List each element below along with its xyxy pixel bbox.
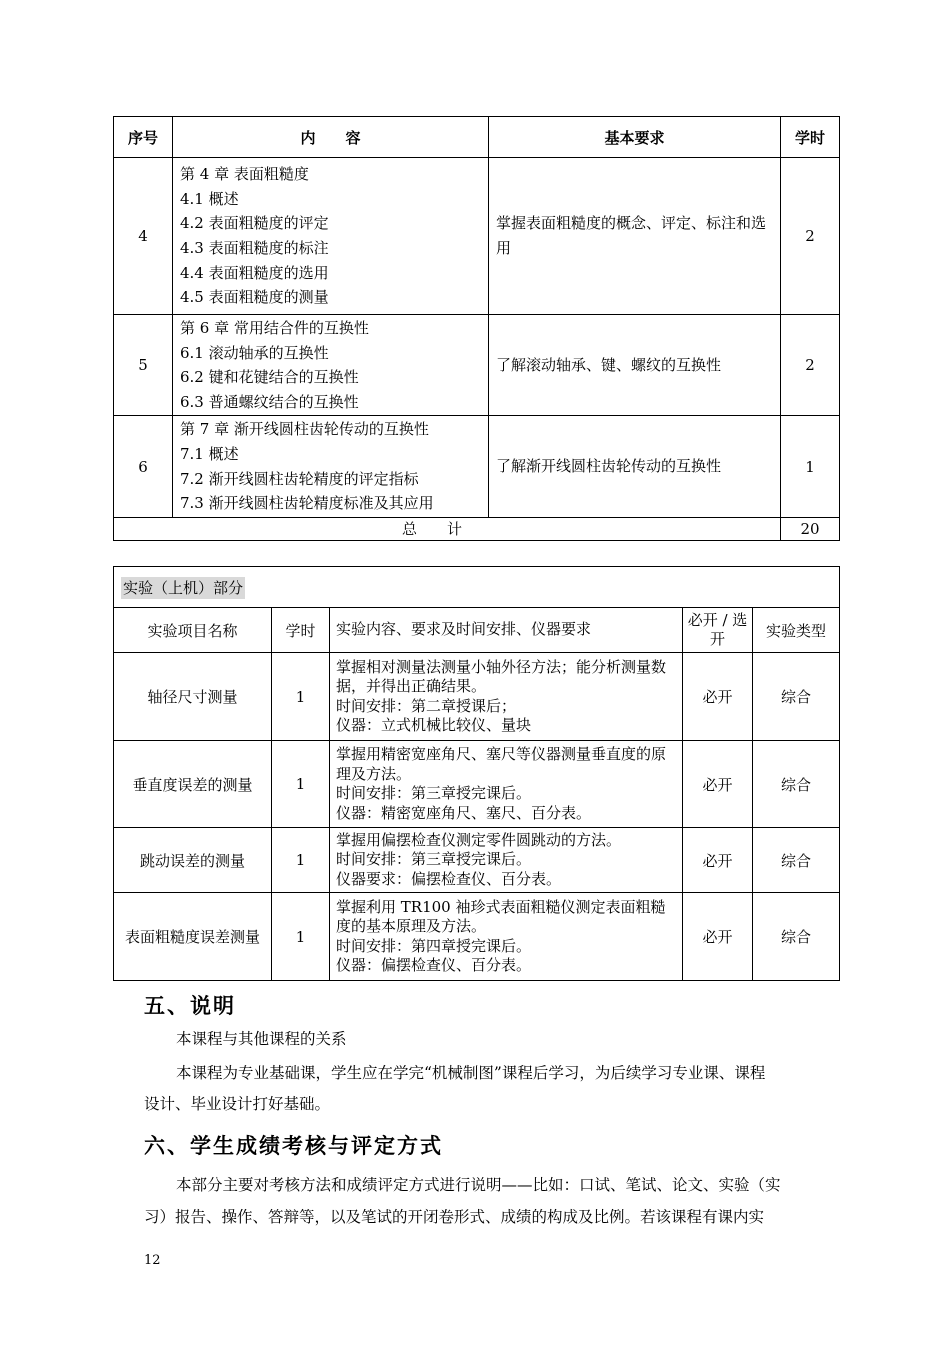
lab-row — [114, 828, 840, 893]
table-row — [114, 315, 840, 416]
section-heading-notes: 五、说明 — [144, 994, 236, 1018]
lab-content — [330, 893, 683, 981]
lab-header-type: 实验类型 — [753, 608, 840, 653]
content-line: 第 7 章 渐开线圆柱齿轮传动的互换性 — [180, 420, 429, 439]
lab-row — [114, 741, 840, 828]
content-line: 第 4 章 表面粗糙度 — [180, 165, 309, 184]
lab-content-line: 时间安排：第三章授完课后。 — [336, 784, 532, 802]
lab-name: 跳动误差的测量 — [114, 828, 272, 893]
row-content — [173, 158, 489, 315]
lab-content-line: 仪器：精密宽座角尺、塞尺、百分表。 — [336, 803, 592, 822]
lab-type: 综合 — [753, 828, 840, 893]
lab-content-line: 时间安排：第二章授课后； — [336, 696, 517, 715]
section-heading-assessment: 六、学生成绩考核与评定方式 — [144, 1134, 443, 1158]
row-requirement: 了解渐开线圆柱齿轮传动的互换性 — [489, 416, 781, 517]
lab-name: 表面粗糙度误差测量 — [114, 893, 272, 981]
content-line: 4.5 表面粗糙度的测量 — [180, 288, 329, 307]
lab-required: 必开 — [683, 653, 753, 741]
header-no: 序号 — [114, 117, 173, 158]
content-line: 6.2 键和花键结合的互换性 — [180, 368, 359, 387]
lab-required: 必开 — [683, 741, 753, 828]
lab-header-content: 实验内容、要求及时间安排、仪器要求 — [330, 608, 683, 653]
lab-required: 必开 — [683, 828, 753, 893]
lab-required: 必开 — [683, 893, 753, 981]
lab-content-line: 掌握用精密宽座角尺、塞尺等仪器测量垂直度的原理及方法。 — [336, 745, 667, 783]
total-label: 总计 — [114, 517, 781, 540]
row-hours: 2 — [781, 158, 840, 315]
lab-header-hours: 学时 — [272, 608, 330, 653]
row-hours: 2 — [781, 315, 840, 416]
lab-section-title: 实验（上机）部分 — [114, 567, 840, 608]
lab-content-line: 仪器要求：偏摆检查仪、百分表。 — [336, 869, 562, 888]
lab-hours: 1 — [272, 893, 330, 981]
row-requirement: 掌握表面粗糙度的概念、评定、标注和选用 — [489, 158, 781, 315]
row-no: 5 — [114, 315, 173, 416]
lab-type: 综合 — [753, 653, 840, 741]
content-line: 4.4 表面粗糙度的选用 — [180, 263, 329, 282]
lab-hours: 1 — [272, 828, 330, 893]
content-line: 4.1 概述 — [180, 189, 239, 208]
lab-content-line: 时间安排：第四章授完课后。 — [336, 936, 532, 955]
lab-type: 综合 — [753, 893, 840, 981]
content-line: 6.3 普通螺纹结合的互换性 — [180, 392, 359, 411]
lab-header-required: 必开 / 选开 — [683, 608, 753, 653]
lab-content — [330, 828, 683, 893]
lab-content-line: 仪器：偏摆检查仪、百分表。 — [336, 956, 532, 974]
paragraph: 本部分主要对考核方法和成绩评定方式进行说明——比如：口试、笔试、论文、实验（实 — [176, 1176, 781, 1194]
table-row — [114, 158, 840, 315]
content-line: 6.1 滚动轴承的互换性 — [180, 343, 329, 362]
lab-content — [330, 653, 683, 741]
table-row — [114, 416, 840, 517]
row-content — [173, 416, 489, 517]
lab-table — [113, 566, 840, 981]
content-line: 7.3 渐开线圆柱齿轮精度标准及其应用 — [180, 494, 434, 513]
paragraph: 设计、毕业设计打好基础。 — [144, 1095, 331, 1113]
lab-row — [114, 893, 840, 981]
lab-title-row — [114, 567, 840, 608]
lab-name: 垂直度误差的测量 — [114, 741, 272, 828]
header-requirement: 基本要求 — [489, 117, 781, 158]
lab-type: 综合 — [753, 741, 840, 828]
paragraph: 习）报告、操作、答辩等，以及笔试的开闭卷形式、成绩的构成及比例。若该课程有课内实 — [144, 1208, 765, 1226]
header-hours: 学时 — [781, 117, 840, 158]
lab-header-row — [114, 608, 840, 653]
row-no: 4 — [114, 158, 173, 315]
lab-header-name: 实验项目名称 — [114, 608, 272, 653]
content-line: 7.1 概述 — [180, 444, 239, 463]
header-content: 内 容 — [173, 117, 489, 158]
content-line: 7.2 渐开线圆柱齿轮精度的评定指标 — [180, 469, 419, 488]
paragraph: 本课程与其他课程的关系 — [176, 1030, 347, 1048]
course-content-table — [113, 116, 840, 541]
row-hours: 1 — [781, 416, 840, 517]
table-header-row — [114, 117, 840, 158]
row-no: 6 — [114, 416, 173, 517]
lab-hours: 1 — [272, 741, 330, 828]
content-line: 第 6 章 常用结合件的互换性 — [180, 319, 369, 337]
content-line: 4.2 表面粗糙度的评定 — [180, 214, 329, 233]
lab-content-line: 掌握用偏摆检查仪测定零件圆跳动的方法。 — [336, 830, 622, 849]
lab-content-line: 时间安排：第三章授完课后。 — [336, 850, 532, 869]
content-line: 4.3 表面粗糙度的标注 — [180, 239, 329, 257]
lab-content — [330, 741, 683, 828]
total-row — [114, 517, 840, 540]
paragraph: 本课程为专业基础课，学生应在学完“机械制图”课程后学习，为后续学习专业课、课程 — [176, 1064, 766, 1082]
lab-name: 轴径尺寸测量 — [114, 653, 272, 741]
row-requirement: 了解滚动轴承、键、螺纹的互换性 — [489, 315, 781, 416]
total-hours: 20 — [781, 517, 840, 540]
lab-hours: 1 — [272, 653, 330, 741]
page-number: 12 — [144, 1253, 161, 1268]
lab-content-line: 掌握相对测量法测量小轴外径方法；能分析测量数据，并得出正确结果。 — [336, 657, 667, 695]
lab-content-line: 掌握利用 TR100 袖珍式表面粗糙仪测定表面粗糙度的基本原理及方法。 — [336, 897, 666, 935]
row-content — [173, 315, 489, 416]
lab-row — [114, 653, 840, 741]
lab-content-line: 仪器：立式机械比较仪、量块 — [336, 716, 532, 734]
